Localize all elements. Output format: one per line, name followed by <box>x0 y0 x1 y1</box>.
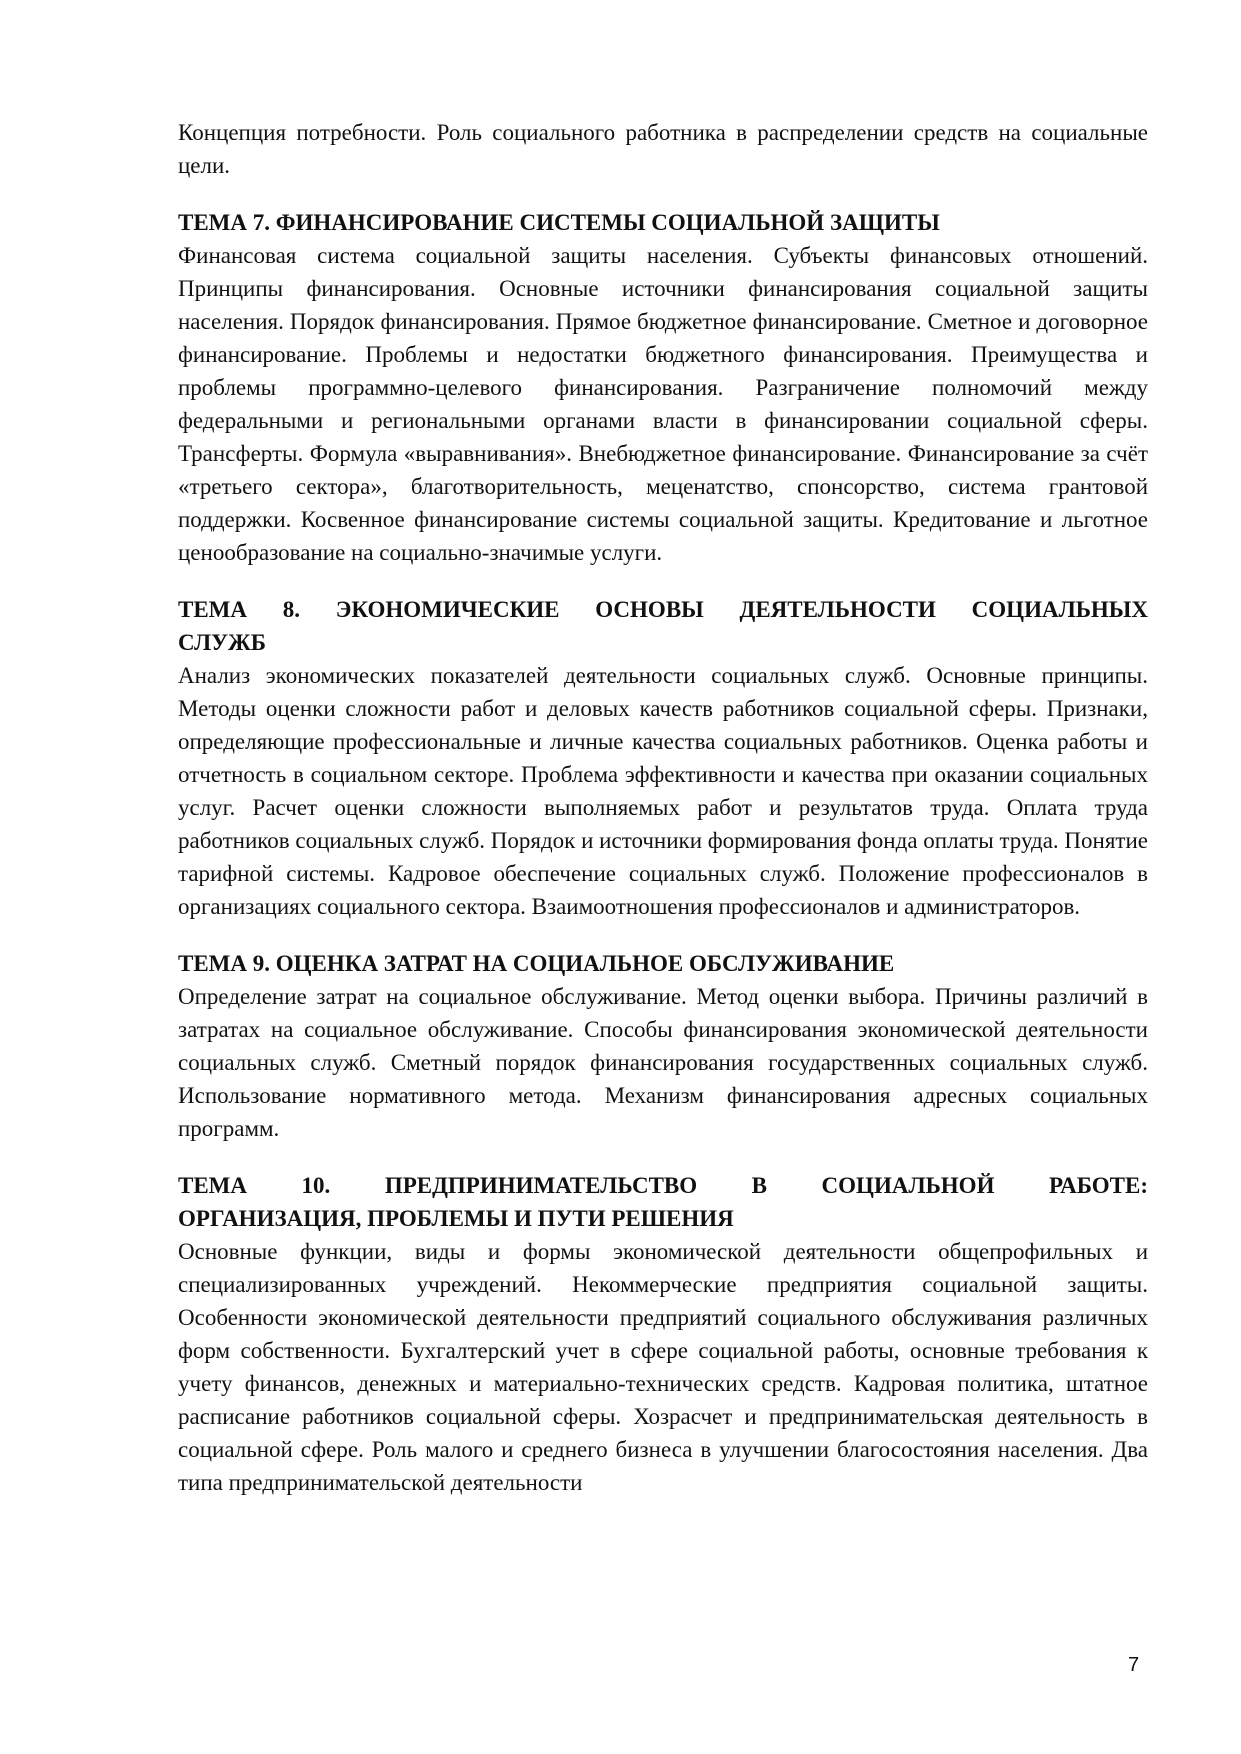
section-title-topic-8-line-1: ТЕМА 8. ЭКОНОМИЧЕСКИЕ ОСНОВЫ ДЕЯТЕЛЬНОСТИ СОЦИАЛЬНЫХ <box>178 597 1148 622</box>
section-title-topic-10 <box>178 1169 1148 1235</box>
section-title-topic-8 <box>178 593 1148 659</box>
section-title-topic-8-line-2: СЛУЖБ <box>178 630 267 655</box>
section-gap <box>178 569 1148 593</box>
section-title-topic-7: ТЕМА 7. ФИНАНСИРОВАНИЕ СИСТЕМЫ СОЦИАЛЬНОЙ ЗАЩИТЫ <box>178 210 940 235</box>
page-number: 7 <box>1128 1654 1140 1676</box>
section-title-topic-10-line-2: ОРГАНИЗАЦИЯ, ПРОБЛЕМЫ И ПУТИ РЕШЕНИЯ <box>178 1206 734 1231</box>
section-body-topic-8: Анализ экономических показателей деятельности социальных служб. Основные принципы. Методы оценки сложности работ и деловых качеств работников социальной сферы. Признаки, определяющие профессиональные и личные качества социальных работников. Оценка работы и отчетность в социальном секторе. Проблема эффективности и качества при оказании социальных услуг. Расчет оценки сложности выполняемых работ и результатов труда. Оплата труда работников социальных служб. Порядок и источники формирования фонда оплаты труда. Понятие тарифной системы. Кадровое обеспечение социальных служб. Положение профессионалов в организациях социального сектора. Взаимоотношения профессионалов и администраторов. <box>178 663 1148 919</box>
section-title-topic-9: ТЕМА 9. ОЦЕНКА ЗАТРАТ НА СОЦИАЛЬНОЕ ОБСЛУЖИВАНИЕ <box>178 951 895 976</box>
intro-paragraph: Концепция потребности. Роль социального работника в распределении средств на социальные цели. <box>178 120 1148 178</box>
section-body-topic-7: Финансовая система социальной защиты населения. Субъекты финансовых отношений. Принципы финансирования. Основные источники финансирования социальной защиты населения. Порядок финансирования. Прямое бюджетное финансирование. Сметное и договорное финансирование. Проблемы и недостатки бюджетного финансирования. Преимущества и проблемы программно-целевого финансирования. Разграничение полномочий между федеральными и региональными органами власти в финансировании социальной сферы. Трансферты. Формула «выравнивания». Внебюджетное финансирование. Финансирование за счёт «третьего сектора», благотворительность, меценатство, спонсорство, система грантовой поддержки. Косвенное финансирование системы социальной защиты. Кредитование и льготное ценообразование на социально-значимые услуги. <box>178 243 1148 565</box>
section-gap <box>178 923 1148 947</box>
section-body-topic-10: Основные функции, виды и формы экономической деятельности общепрофильных и специализированных учреждений. Некоммерческие предприятия социальной защиты. Особенности экономической деятельности предприятий социального обслуживания различных форм собственности. Бухгалтерский учет в сфере социальной работы, основные требования к учету финансов, денежных и материально-технических средств. Кадровая политика, штатное расписание работников социальной сферы. Хозрасчет и предпринимательская деятельность в социальной сфере. Роль малого и среднего бизнеса в улучшении благосостояния населения. Два типа предпринимательской деятельности <box>178 1239 1148 1495</box>
section-title-topic-10-line-1: ТЕМА 10. ПРЕДПРИНИМАТЕЛЬСТВО В СОЦИАЛЬНОЙ РАБОТЕ: <box>178 1173 1148 1198</box>
section-gap <box>178 182 1148 206</box>
section-gap <box>178 1145 1148 1169</box>
section-body-topic-9: Определение затрат на социальное обслуживание. Метод оценки выбора. Причины различий в затратах на социальное обслуживание. Способы финансирования экономической деятельности социальных служб. Сметный порядок финансирования государственных социальных служб. Использование нормативного метода. Механизм финансирования адресных социальных программ. <box>178 984 1148 1141</box>
document-page <box>178 116 1148 1499</box>
